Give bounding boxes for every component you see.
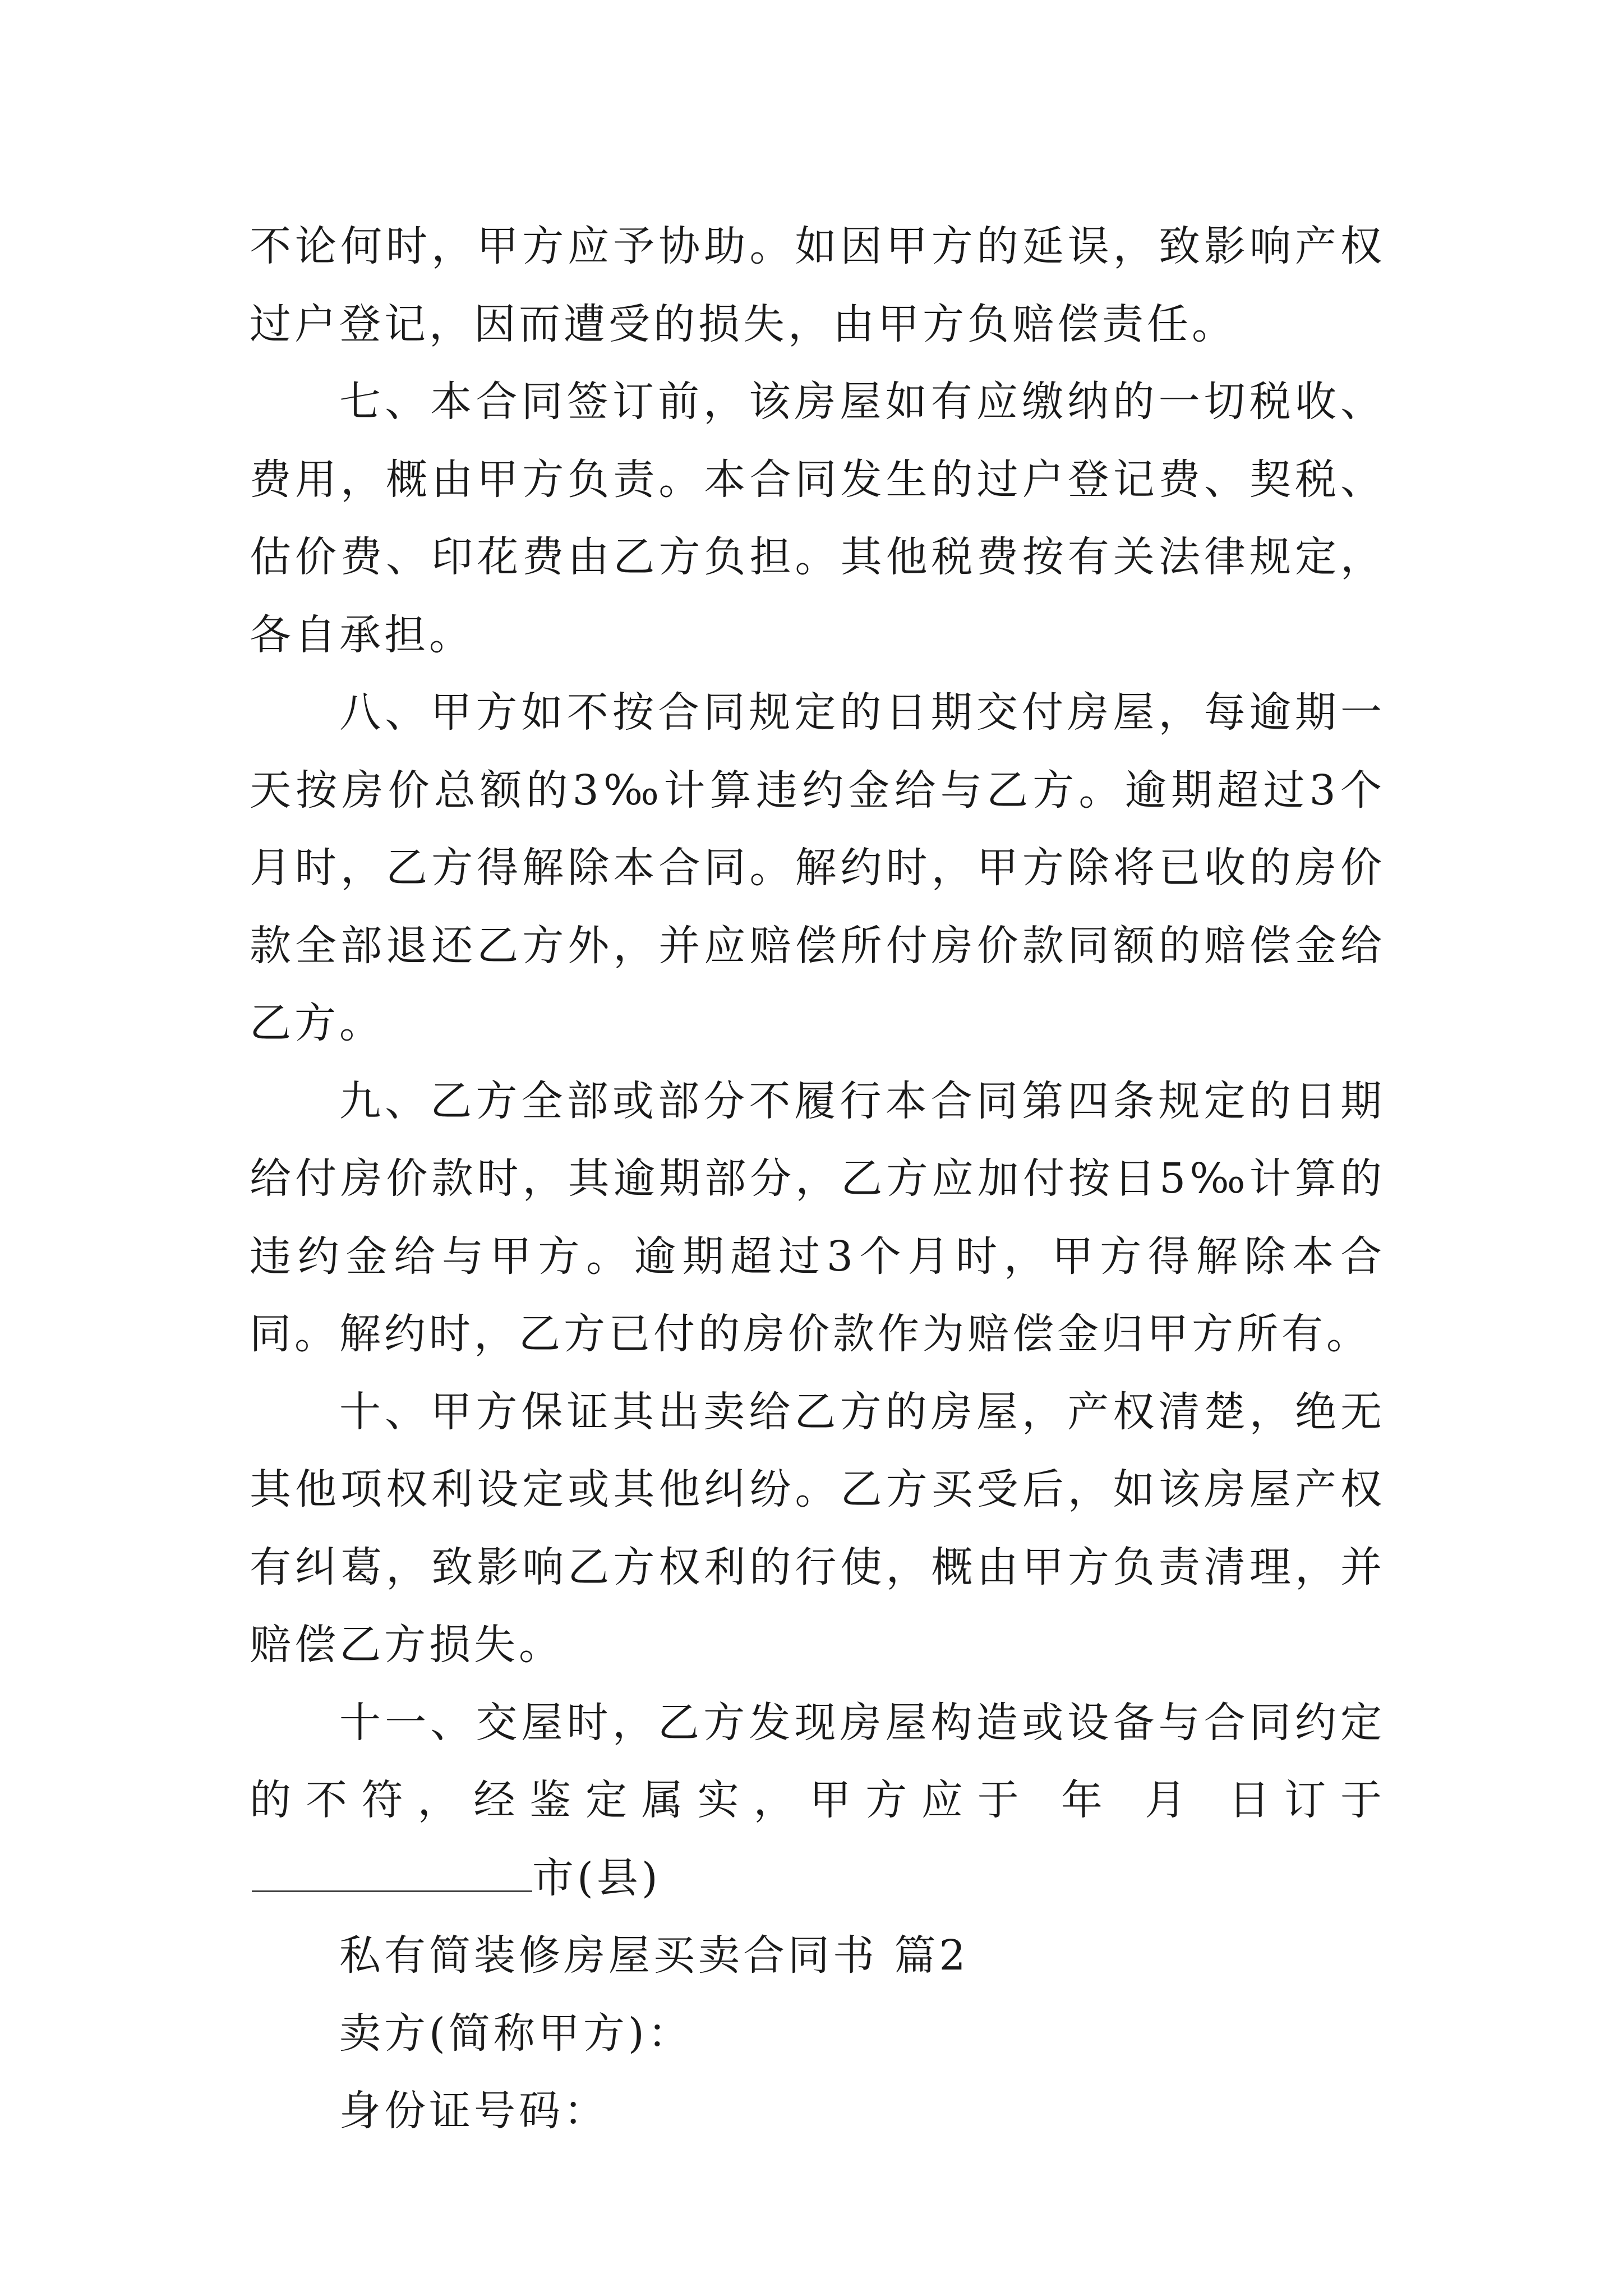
- id-number-label: 身份证号码：: [339, 2087, 608, 2135]
- paragraph-clause-8: 八、甲方如不按合同规定的日期交付房屋，每逾期一天按房价总额的3‰计算违约金给与乙方。逾期超过3个月时，乙方得解除本合同。解约时，甲方除将已收的房价款全部退还乙方外，并应赔偿所付房价款同额的赔偿金给乙方。: [250, 688, 1385, 1047]
- seller-label: 卖方(简称甲方)：: [339, 2009, 693, 2058]
- paragraph-clause-7: 七、本合同签订前，该房屋如有应缴纳的一切税收、费用，概由甲方负责。本合同发生的过户登记费、契税、估价费、印花费由乙方负担。其他税费按有关法律规定，各自承担。: [250, 378, 1385, 659]
- paragraph-clause-10: 十、甲方保证其出卖给乙方的房屋，产权清楚，绝无其他项权利设定或其他纠纷。乙方买受后，如该房屋产权有纠葛，致影响乙方权利的行使，概由甲方负责清理，并赔偿乙方损失。: [250, 1387, 1385, 1669]
- fill-in-blank: [252, 1846, 532, 1892]
- document-page: [250, 208, 1385, 2150]
- clause-11-tail: 市(县): [532, 1853, 661, 1902]
- paragraph-clause-9: 九、乙方全部或部分不履行本合同第四条规定的日期给付房价款时，其逾期部分，乙方应加付按日5‰计算的违约金给与甲方。逾期超过3个月时，甲方得解除本合同。解约时，乙方已付的房价款作为赔偿金归甲方所有。: [250, 1076, 1385, 1358]
- paragraph-continuation: 不论何时，甲方应予协助。如因甲方的延误，致影响产权过户登记，因而遭受的损失，由甲方负赔偿责任。: [250, 222, 1385, 348]
- section-title: 私有简装修房屋买卖合同书 篇2: [339, 1931, 969, 1980]
- paragraph-clause-11: [250, 1684, 1385, 1917]
- clause-11-text: 十一、交屋时，乙方发现房屋构造或设备与合同约定的不符，经鉴定属实，甲方应于 年 月 日订于: [250, 1698, 1385, 1824]
